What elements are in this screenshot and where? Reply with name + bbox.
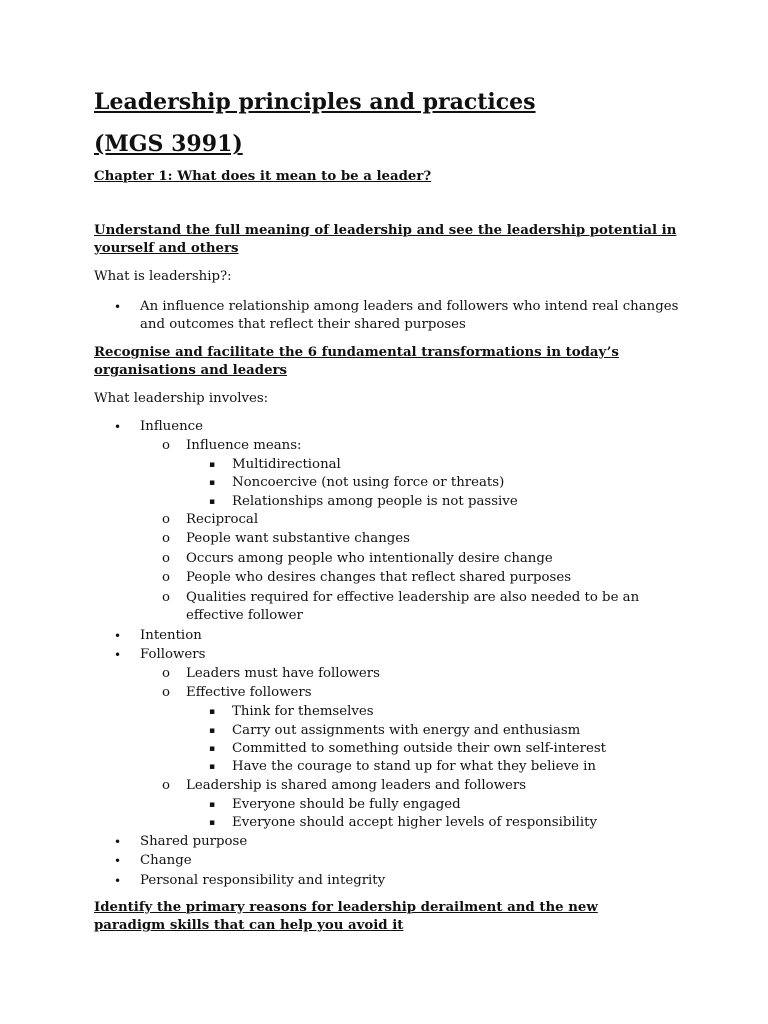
list-item: • Influence xyxy=(94,418,694,437)
square-bullet-icon: ▪ xyxy=(209,762,216,773)
circle-bullet-icon: o xyxy=(162,511,171,527)
list-item: • Followers xyxy=(94,646,694,665)
bullet-icon: • xyxy=(114,420,122,434)
involves-list xyxy=(94,418,694,891)
square-bullet-icon: ▪ xyxy=(209,725,216,736)
bullet-icon: • xyxy=(114,300,122,314)
list-item: ▪ Everyone should accept higher levels of responsibility xyxy=(94,814,694,833)
list-item: • Shared purpose xyxy=(94,833,694,853)
list-item: ▪ Everyone should be fully engaged xyxy=(94,796,694,814)
list-item: o Influence means: xyxy=(94,437,694,456)
square-bullet-icon: ▪ xyxy=(209,707,216,718)
square-bullet-icon: ▪ xyxy=(209,799,216,810)
bullet-icon: • xyxy=(114,873,122,888)
bullet-icon: • xyxy=(114,629,122,644)
square-bullet-icon: ▪ xyxy=(209,496,216,507)
chapter-heading: Chapter 1: What does it mean to be a leader? xyxy=(94,169,432,184)
course-code: (MGS 3991) xyxy=(94,131,243,157)
list-item: o Leaders must have followers xyxy=(94,665,694,684)
circle-bullet-icon: o xyxy=(162,550,171,566)
section-heading-2: Recognise and facilitate the 6 fundamental transformations in today’s organisations and leaders xyxy=(94,345,619,379)
list-item: o Occurs among people who intentionally desire change xyxy=(94,550,694,570)
circle-bullet-icon: o xyxy=(162,685,171,701)
list-item: ▪ Noncoercive (not using force or threats) xyxy=(94,474,694,492)
list-item: o Leadership is shared among leaders and followers xyxy=(94,777,694,796)
list-item: o People who desires changes that reflect shared purposes xyxy=(94,569,694,589)
list-item: o People want substantive changes xyxy=(94,530,694,550)
square-bullet-icon: ▪ xyxy=(209,460,216,470)
circle-bullet-icon: o xyxy=(162,570,171,586)
intro-text: What leadership involves: xyxy=(94,391,269,406)
section-heading-3: Identify the primary reasons for leadership derailment and the new paradigm skills that can help you avoid it xyxy=(94,900,598,934)
list-item: ▪ Committed to something outside their own self-interest xyxy=(94,740,694,758)
circle-bullet-icon: o xyxy=(162,666,171,682)
list-item: o Qualities required for effective leadership are also needed to be an effective follower xyxy=(162,589,640,624)
square-bullet-icon: ▪ xyxy=(209,817,216,828)
bullet-icon: • xyxy=(114,854,122,869)
list-item: • Change xyxy=(94,852,694,872)
list-item: ▪ Relationships among people is not passive xyxy=(94,493,694,511)
list-item: ▪ Carry out assignments with energy and enthusiasm xyxy=(94,722,694,740)
square-bullet-icon: ▪ xyxy=(209,743,216,754)
list-item: ▪ Multidirectional xyxy=(94,456,694,474)
definition-list xyxy=(94,298,694,335)
list-item: o Effective followers xyxy=(94,684,694,703)
bullet-icon: • xyxy=(114,648,122,663)
list-item: ▪ Think for themselves xyxy=(94,703,694,721)
circle-bullet-icon: o xyxy=(162,777,171,793)
document-title: Leadership principles and practices xyxy=(94,89,536,115)
list-item: o Reciprocal xyxy=(94,511,694,531)
list-item: ▪ Have the courage to stand up for what they believe in xyxy=(94,758,694,776)
list-item: • An influence relationship among leaders and followers who intend real changes and outcomes that reflect their shared purposes xyxy=(114,299,679,333)
list-item: • Intention xyxy=(94,627,694,646)
circle-bullet-icon: o xyxy=(162,438,171,453)
bullet-icon: • xyxy=(114,834,122,849)
section-heading-1: Understand the full meaning of leadership and see the leadership potential in yourself and others xyxy=(94,223,677,257)
circle-bullet-icon: o xyxy=(162,531,171,547)
square-bullet-icon: ▪ xyxy=(209,478,216,489)
list-item: • Personal responsibility and integrity xyxy=(94,872,694,892)
question-text: What is leadership?: xyxy=(94,269,232,284)
circle-bullet-icon: o xyxy=(162,589,171,605)
